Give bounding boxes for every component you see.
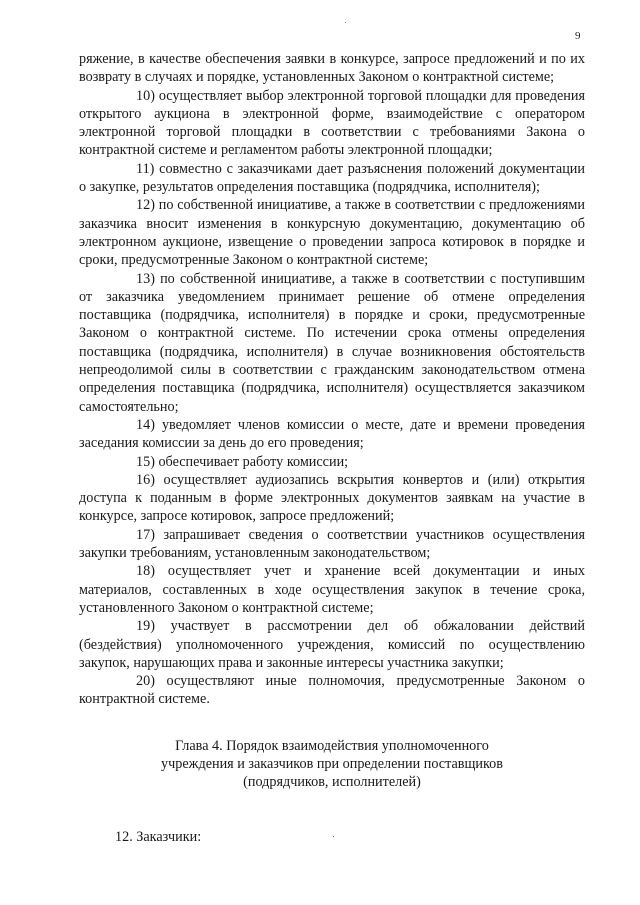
list-item-17: 17) запрашивает сведения о соответствии участников осуществления закупки требованиям, установленным законодательством;: [79, 526, 585, 562]
chapter-heading-line: учреждения и заказчиков при определении поставщиков: [161, 755, 503, 772]
chapter-heading: [79, 737, 585, 792]
list-item-16: 16) осуществляет аудиозапись вскрытия конвертов и (или) открытия доступа к поданным в форме электронных документов заявкам на участие в конкурсе, запросе котировок, запросе предложений;: [79, 471, 585, 525]
chapter-heading-line: Глава 4. Порядок взаимодействия уполномоченного: [175, 737, 489, 754]
continuation-paragraph: ряжение, в качестве обеспечения заявки в конкурсе, запросе предложений и по их возврату в случаях и порядке, установленных Законом о контрактной системе;: [79, 51, 585, 86]
scan-speck: [345, 22, 346, 23]
document-body: [79, 50, 585, 846]
list-item-18: 18) осуществляет учет и хранение всей документации и иных материалов, составленных в ходе осуществления закупок в течение срока, установленного Законом о контрактной системе;: [79, 563, 585, 616]
list-item-20: 20) осуществляют иные полномочия, предусмотренные Законом о контрактной системе.: [79, 673, 585, 708]
list-item-19: 19) участвует в рассмотрении дел об обжаловании действий (бездействия) уполномоченного учреждения, комиссий по осуществлению закупок, нарушающих права и законные интересы участника закупки;: [79, 618, 585, 671]
list-item-10: 10) осуществляет выбор электронной торговой площадки для проведения открытого аукциона в электронной форме, взаимодействие с оператором электронной торговой площадки в соответствии с требованиями Закона о контрактной системе и регламентом работы электронной площадки;: [79, 87, 585, 159]
list-item-12: 12) по собственной инициативе, а также в соответствии с предложениями заказчика вносит изменения в конкурсную документацию, документацию об электронном аукционе, извещение о проведении запроса котировок в порядке и сроки, предусмотренные Законом о контрактной системе;: [79, 197, 585, 269]
list-item-15: 15) обеспечивает работу комиссии;: [136, 453, 349, 470]
chapter-heading-line: (подрядчиков, исполнителей): [243, 774, 421, 791]
list-item-11: 11) совместно с заказчиками дает разъяснения положений документации о закупке, результатов определения поставщика (подрядчика, исполнителя);: [79, 160, 585, 196]
page-number: 9: [575, 30, 581, 42]
section-12-start: 12. Заказчики:: [115, 828, 202, 845]
list-item-13: 13) по собственной инициативе, а также в соответствии с поступившим от заказчика уведомлением принимает решение об отмене определения поставщика (подрядчика, исполнителя) в порядке и сроки, предусмотренные Законом о контрактной системе. По истечении срока отмены определения поставщика (подрядчика, исполнителя) в случае возникновения обстоятельств непреодолимой силы в соответствии с гражданским законодательством отмена определения поставщика (подрядчика, исполнителя) осуществляется заказчиком самостоятельно;: [79, 270, 585, 415]
list-item-14: 14) уведомляет членов комиссии о месте, дате и времени проведения заседания комиссии за день до его проведения;: [79, 416, 585, 452]
